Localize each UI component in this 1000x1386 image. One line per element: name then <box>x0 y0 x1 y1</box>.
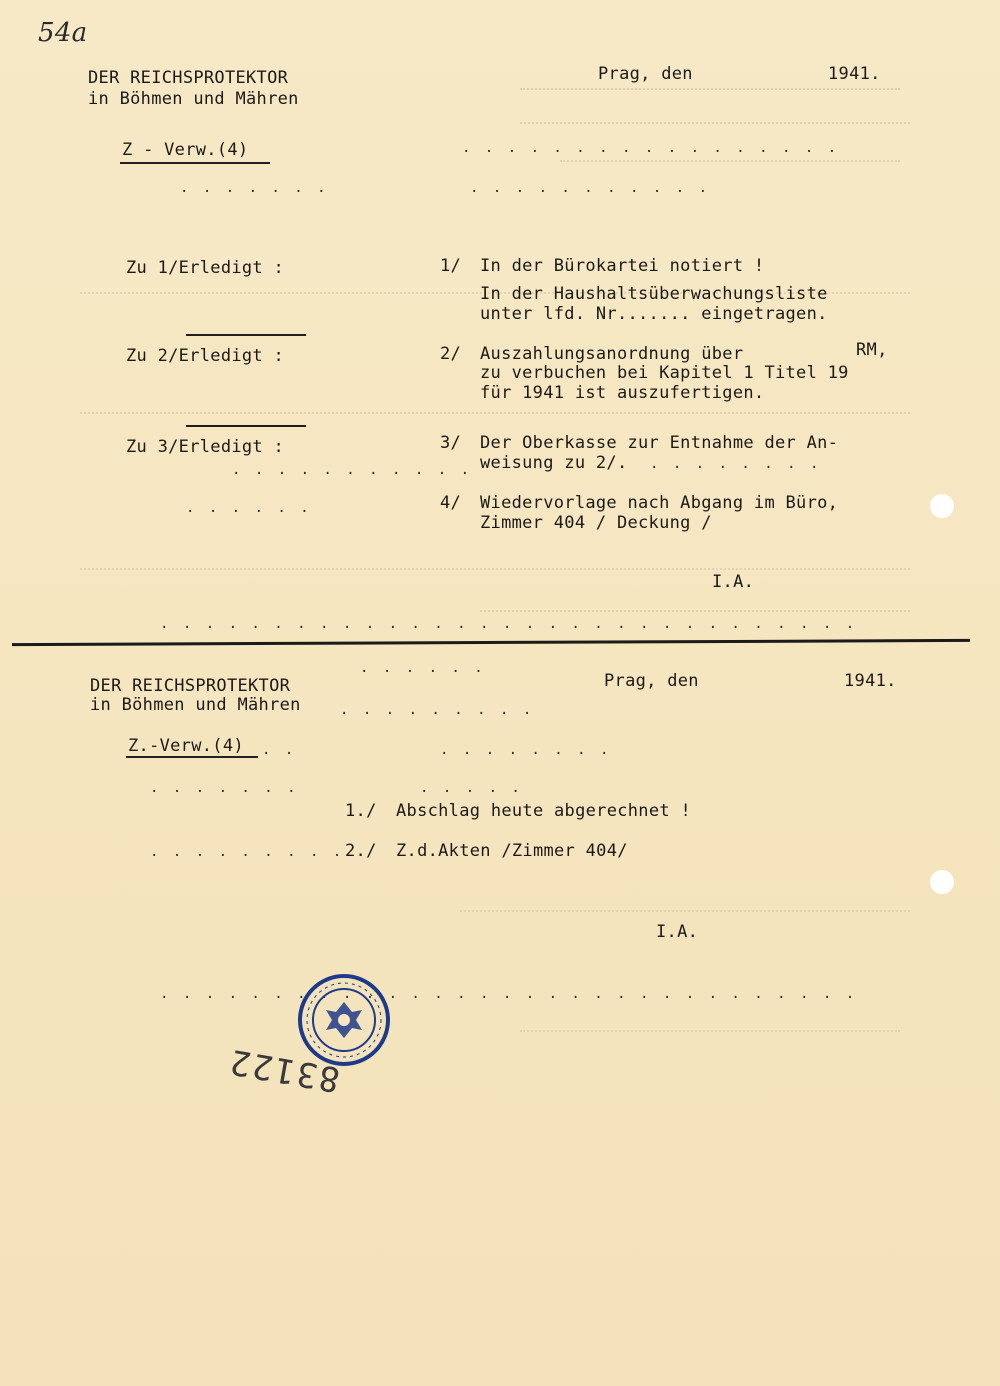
year: 1941. <box>828 64 881 84</box>
signature-ia: I.A. <box>712 572 755 592</box>
dotted-line: . . . . . . . <box>150 780 299 796</box>
year: 1941. <box>844 671 897 691</box>
item-2-line-3: für 1941 ist auszufertigen. <box>480 383 765 403</box>
place-date: Prag, den <box>598 64 693 84</box>
punch-hole <box>930 494 954 518</box>
item-number-2: 2./ <box>345 841 377 861</box>
signature-ia: I.A. <box>656 922 699 942</box>
done-label-2: Zu 2/Erledigt : <box>126 346 285 366</box>
item-number-3: 3/ <box>440 433 462 453</box>
done-label-1: Zu 1/Erledigt : <box>126 258 285 278</box>
item-3-line-1: Der Oberkasse zur Entnahme der An- <box>480 433 839 453</box>
item-3-line-2: weisung zu 2/. <box>480 453 628 473</box>
office-title: DER REICHSPROTEKTOR <box>90 676 291 696</box>
office-subtitle: in Böhmen und Mähren <box>88 89 299 109</box>
section-divider <box>12 639 970 646</box>
item-4-line-2: Zimmer 404 / Deckung / <box>480 513 712 533</box>
item-4-line-1: Wiedervorlage nach Abgang im Büro, <box>480 493 839 513</box>
registry-number: 83122 <box>225 1040 343 1100</box>
dotted-line: . . . . . . . . . . . . . . . . . . . . . . . . . . . . . . . <box>160 986 858 1002</box>
dotted-line: . . . . . . <box>360 660 486 676</box>
item-number-2: 2/ <box>440 344 462 364</box>
dotted-line: . . . . . . . <box>180 180 329 196</box>
archive-mark: 54a <box>38 18 88 48</box>
dotted-line: . . . . . . . . . . . . . . . . . . . . . . . . . . . . . . . <box>160 616 858 632</box>
item-1-text: Abschlag heute abgerechnet ! <box>396 801 691 821</box>
item-1-line-2: In der Haushaltsüberwachungsliste <box>480 284 828 304</box>
dotted-line: . . <box>262 742 297 758</box>
office-subtitle: in Böhmen und Mähren <box>90 695 301 715</box>
done-label-3: Zu 3/Erledigt : <box>126 437 285 457</box>
dotted-line: . . . . . <box>420 780 523 796</box>
item-1-line-3: unter lfd. Nr....... eingetragen. <box>480 304 828 324</box>
item-2-line-1: Auszahlungsanordnung über <box>480 344 744 364</box>
item-number-4: 4/ <box>440 493 462 513</box>
item-number-1: 1./ <box>345 801 377 821</box>
reference-underline <box>126 756 258 758</box>
item-2-line-2: zu verbuchen bei Kapitel 1 Titel 19 <box>480 363 849 383</box>
item-2-text: Z.d.Akten /Zimmer 404/ <box>396 841 628 861</box>
item-number-1: 1/ <box>440 256 462 276</box>
dotted-line: . . . . . . . . . <box>340 702 535 718</box>
reference-underline <box>120 162 270 164</box>
dotted-line: . . . . . . . . <box>440 742 612 758</box>
dotted-line: . . . . . . <box>186 500 312 516</box>
office-title: DER REICHSPROTEKTOR <box>88 68 289 88</box>
dotted-line: . . . . . . . . . <box>150 844 345 860</box>
dotted-line: . . . . . . . . . . . <box>232 462 473 478</box>
item-1-line-1: In der Bürokartei notiert ! <box>480 256 765 276</box>
punch-hole <box>930 870 954 894</box>
signature-rule <box>186 334 306 336</box>
currency: RM, <box>856 340 888 360</box>
dotted-line: . . . . . . . . . . . <box>470 180 711 196</box>
place-date: Prag, den <box>604 671 699 691</box>
dotted-line: . . . . . . . . . . . . . . . . . <box>462 140 840 156</box>
reference: Z.-Verw.(4) <box>128 736 244 756</box>
signature-rule <box>186 425 306 427</box>
reference: Z - Verw.(4) <box>122 140 249 160</box>
dotted-line: . . . . . . . . <box>650 456 822 472</box>
